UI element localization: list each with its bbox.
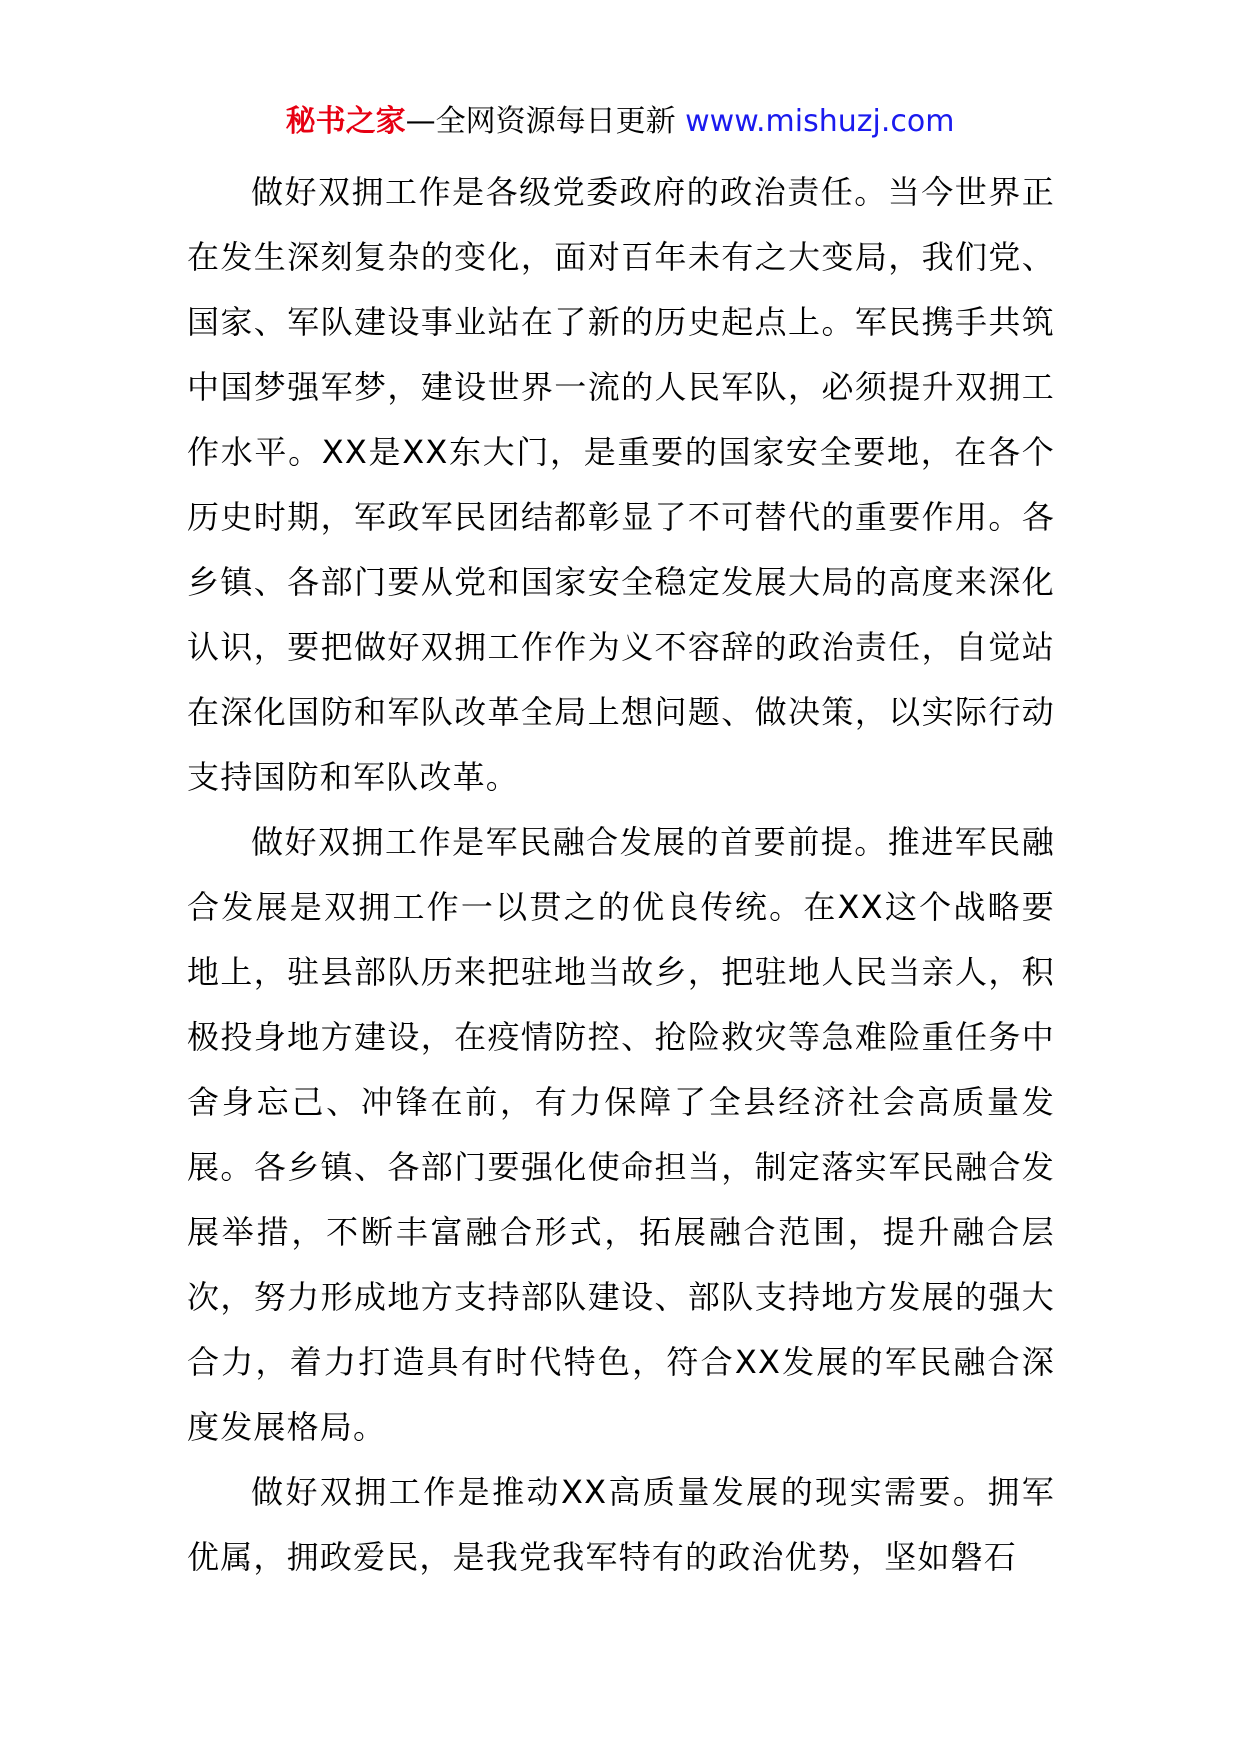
page-header — [0, 100, 1240, 144]
paragraph: 做好双拥工作是推动XX高质量发展的现实需要。拥军优属，拥政爱民，是我党我军特有的政治优势，坚如磐石 — [187, 1473, 1055, 1576]
paragraph: 做好双拥工作是军民融合发展的首要前提。推进军民融合发展是双拥工作一以贯之的优良传统。在XX这个战略要地上，驻县部队历来把驻地当故乡，把驻地人民当亲人，积极投身地方建设，在疫情防控、抢险救灾等急难险重任务中舍身忘己、冲锋在前，有力保障了全县经济社会高质量发展。各乡镇、各部门要强化使命担当，制定落实军民融合发展举措，不断丰富融合形式，拓展融合范围，提升融合层次，努力形成地方支持部队建设、部队支持地方发展的强大合力，着力打造具有时代特色，符合XX发展的军民融合深度发展格局。 — [187, 823, 1055, 1446]
header-tagline: —全网资源每日更新 — [405, 104, 686, 139]
paragraph: 做好双拥工作是各级党委政府的政治责任。当今世界正在发生深刻复杂的变化，面对百年未有之大变局，我们党、国家、军队建设事业站在了新的历史起点上。军民携手共筑中国梦强军梦，建设世界一流的人民军队，必须提升双拥工作水平。XX是XX东大门，是重要的国家安全要地，在各个历史时期，军政军民团结都彰显了不可替代的重要作用。各乡镇、各部门要从党和国家安全稳定发展大局的高度来深化认识，要把做好双拥工作作为义不容辞的政治责任，自觉站在深化国防和军队改革全局上想问题、做决策，以实际行动支持国防和军队改革。 — [187, 173, 1055, 796]
brand-name: 秘书之家 — [285, 104, 406, 139]
document-body — [187, 160, 1055, 1590]
website-link[interactable]: www.mishuzj.com — [685, 104, 955, 139]
